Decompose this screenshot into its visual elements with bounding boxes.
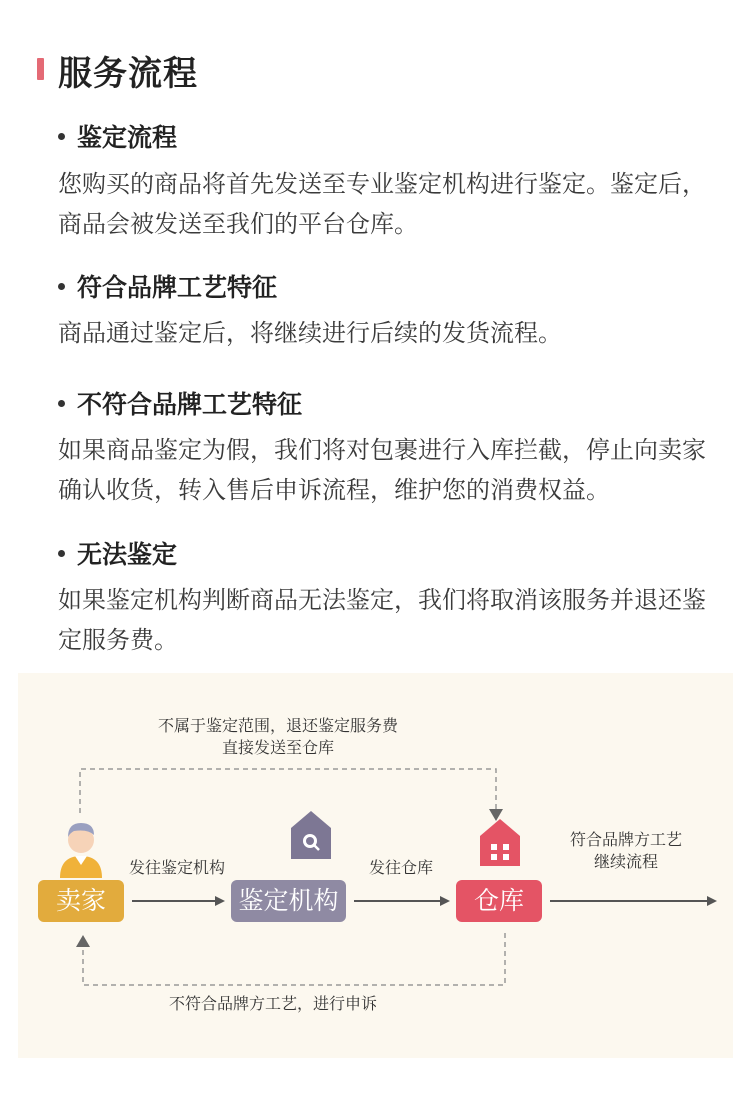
bottom-dashed-arrowhead	[76, 935, 90, 947]
section-heading-pass	[58, 268, 277, 304]
bottom-dashed-route	[83, 933, 505, 985]
bullet-icon	[58, 133, 65, 140]
node-warehouse: 仓库	[456, 880, 542, 922]
top-dashed-route	[80, 769, 496, 813]
section-body-fail: 如果商品鉴定为假，我们将对包裹进行入库拦截，停止向卖家确认收货，转入售后申诉流程，维护您的消费权益。	[58, 436, 706, 504]
bottom-note: 不符合品牌方工艺，进行申诉	[168, 994, 377, 1013]
section-body-appraisal: 您购买的商品将首先发送至专业鉴定机构进行鉴定。鉴定后，商品会被发送至我们的平台仓库。	[58, 170, 706, 238]
section-heading-text: 不符合品牌工艺特征	[77, 390, 303, 419]
top-note-line1: 不属于鉴定范围，退还鉴定服务费	[157, 716, 398, 735]
section-body-pass: 商品通过鉴定后，将继续进行后续的发货流程。	[58, 319, 562, 347]
node-seller: 卖家	[38, 880, 124, 922]
house-search-icon	[291, 811, 331, 859]
continue-line1: 符合品牌方工艺	[569, 830, 682, 849]
bullet-icon	[58, 550, 65, 557]
person-icon	[60, 823, 102, 878]
section-heading-text: 符合品牌工艺特征	[77, 273, 278, 302]
bullet-icon	[58, 283, 65, 290]
section-heading-fail	[58, 385, 302, 421]
bullet-icon	[58, 400, 65, 407]
label-to-warehouse: 发往仓库	[368, 858, 433, 877]
section-heading-text: 无法鉴定	[77, 540, 178, 569]
node-agency: 鉴定机构	[231, 880, 346, 922]
section-body-unable: 如果鉴定机构判断商品无法鉴定，我们将取消该服务并退还鉴定服务费。	[58, 586, 706, 654]
top-note-line2: 直接发送至仓库	[221, 738, 334, 757]
page-title: 服务流程	[58, 54, 198, 94]
section-heading-text: 鉴定流程	[77, 123, 178, 152]
top-dashed-arrowhead	[489, 809, 503, 821]
label-to-agency: 发往鉴定机构	[128, 858, 225, 877]
continue-line2: 继续流程	[593, 852, 658, 871]
section-heading-unable	[58, 535, 177, 571]
flow-diagram	[18, 673, 733, 1058]
section-heading-appraisal	[58, 118, 177, 154]
title-accent-bar	[37, 58, 44, 80]
warehouse-icon	[480, 819, 520, 866]
